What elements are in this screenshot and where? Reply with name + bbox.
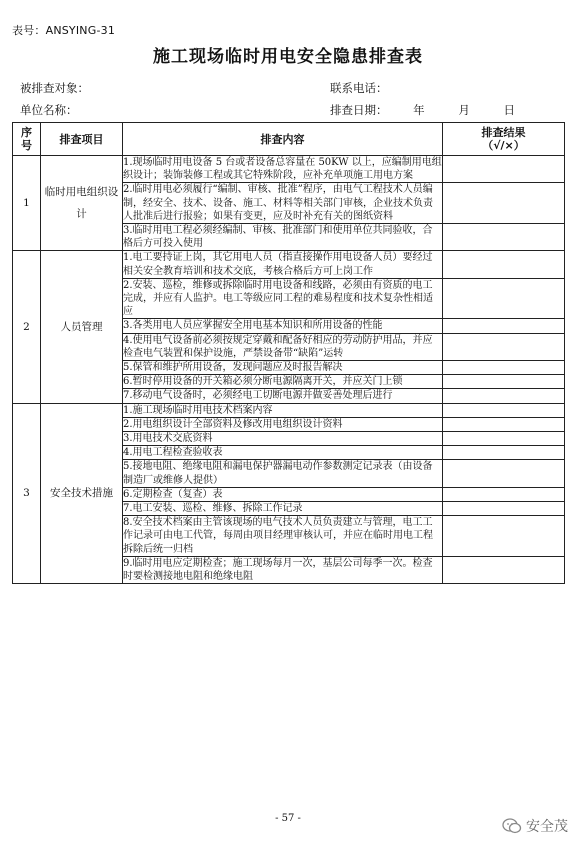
row-seq-number: 2 xyxy=(13,251,41,403)
unit-name-label: 单位名称： xyxy=(20,103,78,117)
watermark xyxy=(502,816,568,836)
row-inspection-content: 1.现场临时用电设备 5 台或者设备总容量在 50KW 以上，应编制用电组织设计；装饰装修工程或其它特殊阶段，应补充单项施工用电方案 xyxy=(123,157,442,182)
form-number: 表号：ANSYING-31 xyxy=(12,24,116,37)
row-inspection-content: 4.用电工程检查验收表 xyxy=(123,446,443,460)
row-inspection-content: 8.安全技术档案由主管该现场的电气技术人员负责建立与管理，电工工作记录可由电工代管，每周由项目经理审核认可，并应在临时用电工程拆除后统一归档 xyxy=(123,516,443,557)
row-inspection-content: 1.电工要持证上岗，其它用电人员（指直接操作用电设备人员）要经过相关安全教育培训和技术交底，考核合格后方可上岗工作 xyxy=(123,251,443,278)
row-result-cell[interactable] xyxy=(443,446,565,460)
row-seq-number: 1 xyxy=(13,156,41,251)
inspected-target-label: 被排查对象： xyxy=(20,81,89,95)
row-result-cell[interactable] xyxy=(443,156,565,183)
date-month: 月 xyxy=(458,103,470,117)
row-inspection-content: 2.用电组织设计全部资料及修改用电组织设计资料 xyxy=(123,417,443,431)
table-row xyxy=(13,156,565,183)
table-row xyxy=(13,251,565,278)
row-inspection-content: 3.用电技术交底资料 xyxy=(123,432,443,446)
row-result-cell[interactable] xyxy=(443,516,565,557)
inspection-table xyxy=(12,122,565,584)
watermark-text: 安全茂 xyxy=(526,819,568,835)
row-seq-number: 3 xyxy=(13,403,41,584)
row-result-cell[interactable] xyxy=(443,502,565,516)
row-inspection-content: 2.临时用电必须履行“编制、审核、批准”程序，由电气工程技术人员编制，经安全、技术、设备、施工、材料等相关部门审核，企业技术负责人批准后进行报验；如果有变更，应及时补充有关的图纸资料 xyxy=(123,183,443,224)
inspection-date xyxy=(330,102,515,118)
chat-bubble-icon xyxy=(502,817,522,835)
row-inspection-content: 4.使用电气设备前必须按规定穿戴和配备好相应的劳动防护用品，并应检查电气装置和保护设施，严禁设备带“缺陷”运转 xyxy=(123,333,443,360)
row-result-cell[interactable] xyxy=(443,361,565,375)
row-inspection-content: 3.各类用电人员应掌握安全用电基本知识和所用设备的性能 xyxy=(123,319,443,333)
date-day: 日 xyxy=(503,103,515,117)
row-inspection-content: 7.移动电气设备时，必须经电工切断电源并做妥善处理后进行 xyxy=(123,389,443,403)
row-inspection-content: 6.暂时停用设备的开关箱必须分断电源隔离开关，并应关门上锁 xyxy=(123,375,443,389)
date-year: 年 xyxy=(413,103,425,117)
row-result-cell[interactable] xyxy=(443,556,565,583)
row-inspection-content: 7.电工安装、巡检、维修、拆除工作记录 xyxy=(123,502,443,516)
table-body xyxy=(13,156,565,584)
row-result-cell[interactable] xyxy=(443,460,565,487)
header-content: 排查内容 xyxy=(123,123,443,156)
row-result-cell[interactable] xyxy=(443,403,565,417)
row-result-cell[interactable] xyxy=(443,389,565,403)
header-item: 排查项目 xyxy=(41,123,123,156)
row-inspection-item: 安全技术措施 xyxy=(41,403,123,584)
row-inspection-content: 5.接地电阻、绝缘电阻和漏电保护器漏电动作参数测定记录表（由设备制造厂或维修人提供） xyxy=(123,460,443,487)
row-result-cell[interactable] xyxy=(443,333,565,360)
row-inspection-item: 临时用电组织设计 xyxy=(41,156,123,251)
page-title: 施工现场临时用电安全隐患排查表 xyxy=(153,47,423,67)
header-seq: 序号 xyxy=(13,123,41,156)
row-inspection-content: 9.临时用电应定期检查；施工现场每月一次，基层公司每季一次。检查时要检测接地电阻和绝缘电阻 xyxy=(123,556,443,583)
contact-phone-label: 联系电话： xyxy=(330,81,388,95)
row-result-cell[interactable] xyxy=(443,432,565,446)
table-row xyxy=(13,403,565,417)
header-result-label: 排查结果 xyxy=(481,126,526,139)
row-inspection-content: 5.保管和维护所用设备，发现问题应及时报告解决 xyxy=(123,361,443,375)
row-result-cell[interactable] xyxy=(443,224,565,251)
row-result-cell[interactable] xyxy=(443,319,565,333)
row-inspection-item: 人员管理 xyxy=(41,251,123,403)
row-result-cell[interactable] xyxy=(443,183,565,224)
row-inspection-content: 3.临时用电工程必须经编制、审核、批准部门和使用单位共同验收，合格后方可投入使用 xyxy=(123,224,443,251)
row-result-cell[interactable] xyxy=(443,487,565,501)
row-result-cell[interactable] xyxy=(443,278,565,319)
row-inspection-content: 2.安装、巡检，维修或拆除临时用电设备和线路，必须由有资质的电工完成，并应有人监护。电工等级应同工程的难易程度和技术复杂性相适应 xyxy=(123,278,443,319)
inspection-date-label: 排查日期： xyxy=(330,103,388,117)
row-inspection-content: 6.定期检查（复查）表 xyxy=(123,487,443,501)
header-result-mark: （√/×） xyxy=(482,139,525,152)
row-result-cell[interactable] xyxy=(443,417,565,431)
row-inspection-content: 1.施工现场临时用电技术档案内容 xyxy=(123,403,443,417)
row-result-cell[interactable] xyxy=(443,251,565,278)
table-header-row xyxy=(13,123,565,156)
row-result-cell[interactable] xyxy=(443,375,565,389)
header-result xyxy=(443,123,565,156)
page-number: - 57 - xyxy=(275,813,301,824)
